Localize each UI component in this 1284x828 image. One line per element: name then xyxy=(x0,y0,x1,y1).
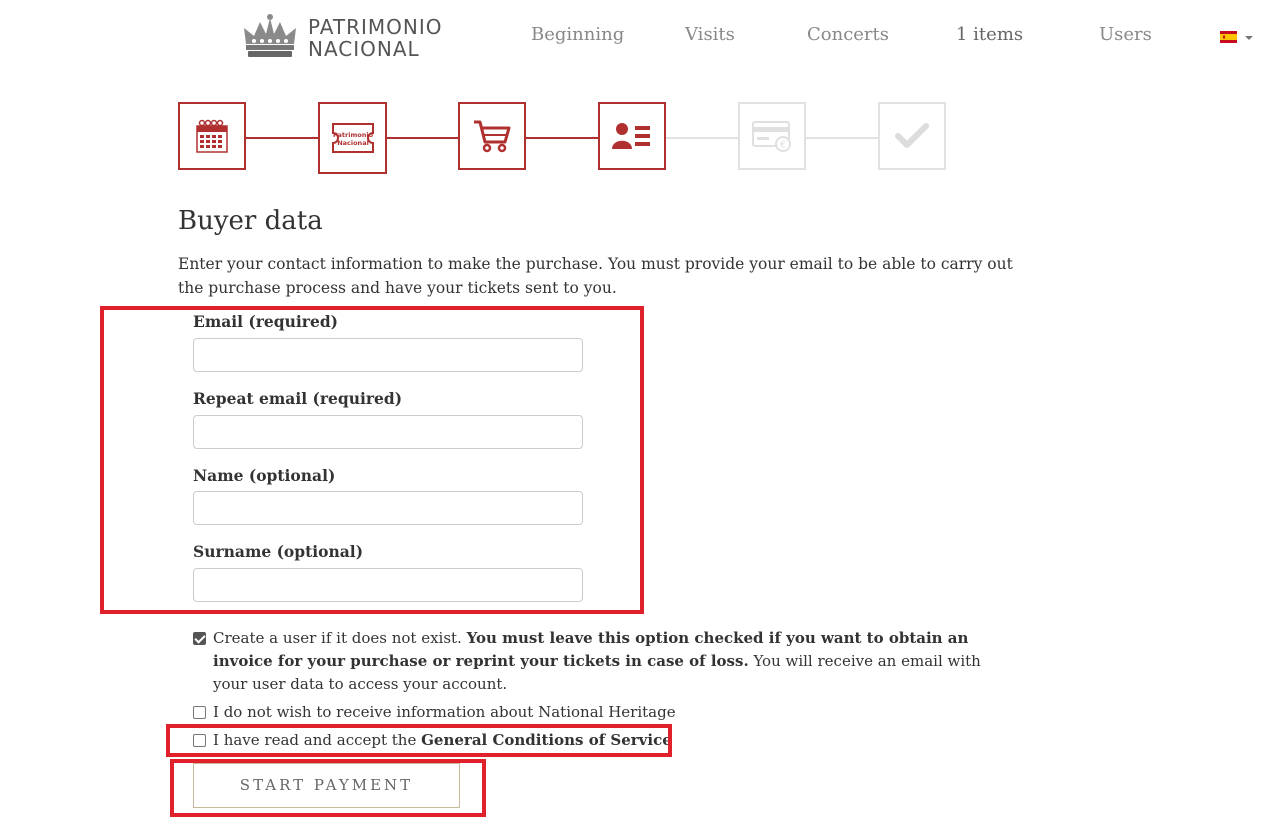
step-buyer-data xyxy=(598,102,666,170)
svg-text:€: € xyxy=(780,140,786,151)
logo-line2: NACIONAL xyxy=(308,37,420,61)
user-data-icon xyxy=(612,121,652,151)
intro-text: Enter your contact information to make the purchase. You must provide your email to be able to carry out the purchase process and have your tickets sent to you. xyxy=(178,255,1013,297)
conditions-checkbox[interactable] xyxy=(193,734,206,747)
spain-flag-icon xyxy=(1220,31,1237,43)
logo-text xyxy=(308,16,443,60)
no-info-label: I do not wish to receive information about National Heritage xyxy=(213,703,676,721)
page-title: Buyer data xyxy=(178,206,323,236)
calendar-icon xyxy=(194,118,230,154)
step-connector xyxy=(666,137,738,139)
conditions-label xyxy=(213,729,672,752)
repeat-email-label: Repeat email (required) xyxy=(193,389,403,408)
conditions-link[interactable]: General Conditions of Service xyxy=(421,731,672,749)
nav-concerts[interactable]: Concerts xyxy=(807,24,890,45)
nav-beginning[interactable]: Beginning xyxy=(531,24,625,45)
surname-label: Surname (optional) xyxy=(193,542,364,561)
conditions-text-start: I have read and accept the xyxy=(213,731,422,749)
logo[interactable] xyxy=(240,12,470,62)
start-payment-button[interactable]: START PAYMENT xyxy=(193,763,460,808)
checkout-steps xyxy=(178,102,948,177)
payment-card-icon xyxy=(751,119,793,153)
create-user-text-bold: You must leave this option checked if you want to obtain an invoice for your purchase or reprint your tickets in case of loss. xyxy=(213,629,969,670)
name-field[interactable] xyxy=(193,491,583,525)
create-user-label xyxy=(213,627,983,696)
no-info-option xyxy=(193,701,793,724)
step-connector xyxy=(526,137,598,139)
nav-visits[interactable]: Visits xyxy=(685,24,735,45)
ticket-text-line2: Nacional xyxy=(336,139,369,147)
step-connector xyxy=(806,137,878,139)
no-info-checkbox[interactable] xyxy=(193,706,206,719)
create-user-checkbox[interactable] xyxy=(193,632,206,645)
checkmark-icon xyxy=(894,121,930,151)
create-user-text-start: Create a user if it does not exist. xyxy=(213,629,467,647)
step-confirmation xyxy=(878,102,946,170)
ticket-text-line1: Patrimonio xyxy=(332,131,373,139)
step-calendar xyxy=(178,102,246,170)
nav-users[interactable]: Users xyxy=(1099,24,1152,45)
nav-cart-items[interactable]: 1 items xyxy=(956,24,1024,45)
chevron-down-icon xyxy=(1245,36,1253,40)
create-user-text-end: You will receive an email with your user data to access your account. xyxy=(213,652,981,693)
language-selector[interactable] xyxy=(1220,31,1256,45)
crown-icon xyxy=(240,14,300,58)
step-payment xyxy=(738,102,806,170)
ticket-icon xyxy=(330,121,376,155)
cart-icon xyxy=(472,118,512,154)
step-cart xyxy=(458,102,526,170)
step-ticket xyxy=(318,102,387,174)
email-label: Email (required) xyxy=(193,312,338,331)
step-connector xyxy=(386,137,458,139)
step-connector xyxy=(246,137,318,139)
email-field[interactable] xyxy=(193,338,583,372)
logo-line1: PATRIMONIO xyxy=(308,15,443,39)
create-user-option xyxy=(193,627,983,699)
repeat-email-field[interactable] xyxy=(193,415,583,449)
surname-field[interactable] xyxy=(193,568,583,602)
name-label: Name (optional) xyxy=(193,466,336,485)
conditions-option xyxy=(193,729,673,752)
